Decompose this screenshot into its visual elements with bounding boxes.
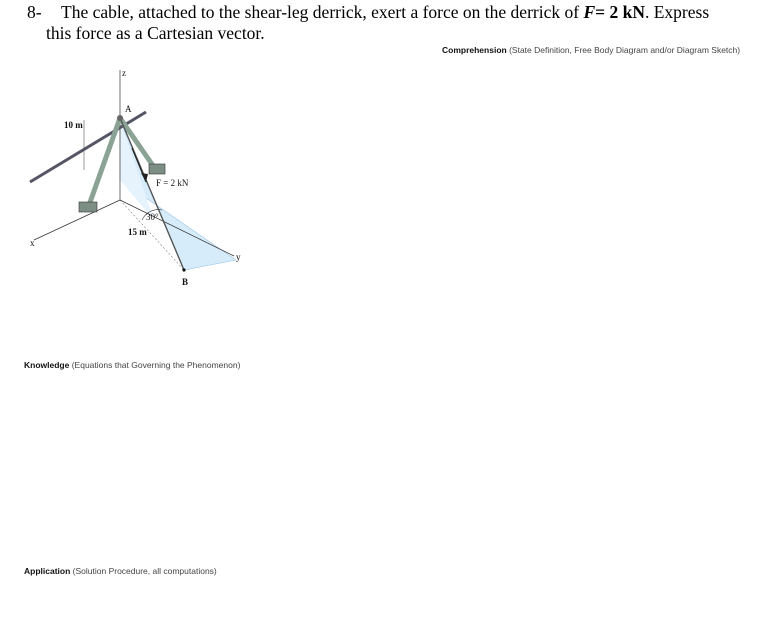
label-A: A [125,104,132,114]
base-right [149,164,165,174]
label-angle: 30° [146,212,159,222]
label-distance: 15 m [128,227,147,237]
comprehension-hint: (State Definition, Free Body Diagram and/or Diagram Sketch) [509,45,741,55]
comprehension-title: Comprehension [442,45,507,55]
knowledge-heading [24,360,240,370]
base-left [79,202,97,212]
force-symbol: F [583,2,596,22]
joint-A [117,115,123,121]
comprehension-heading [442,45,740,55]
problem-number: 8- [27,2,42,22]
label-height: 10 m [64,120,83,130]
label-force: F = 2 kN [156,178,189,188]
label-y: y [236,252,241,262]
problem-line1: The cable, attached to the shear-leg derrick, exert a force on the derrick of F= 2 kN. Express [61,2,710,22]
x-axis [34,200,120,240]
point-B [182,268,185,271]
application-heading [24,566,217,576]
knowledge-title: Knowledge [24,360,70,370]
leg-left [88,118,120,208]
application-hint: (Solution Procedure, all computations) [72,566,217,576]
cable [120,118,184,270]
problem-line2: this force as a Cartesian vector. [46,23,265,43]
label-x: x [30,238,35,248]
derrick-figure [24,60,254,300]
application-title: Application [24,566,71,576]
problem-text [46,2,761,44]
knowledge-hint: (Equations that Governing the Phenomenon) [71,360,241,370]
label-B: B [182,277,189,287]
label-z: z [122,68,126,78]
